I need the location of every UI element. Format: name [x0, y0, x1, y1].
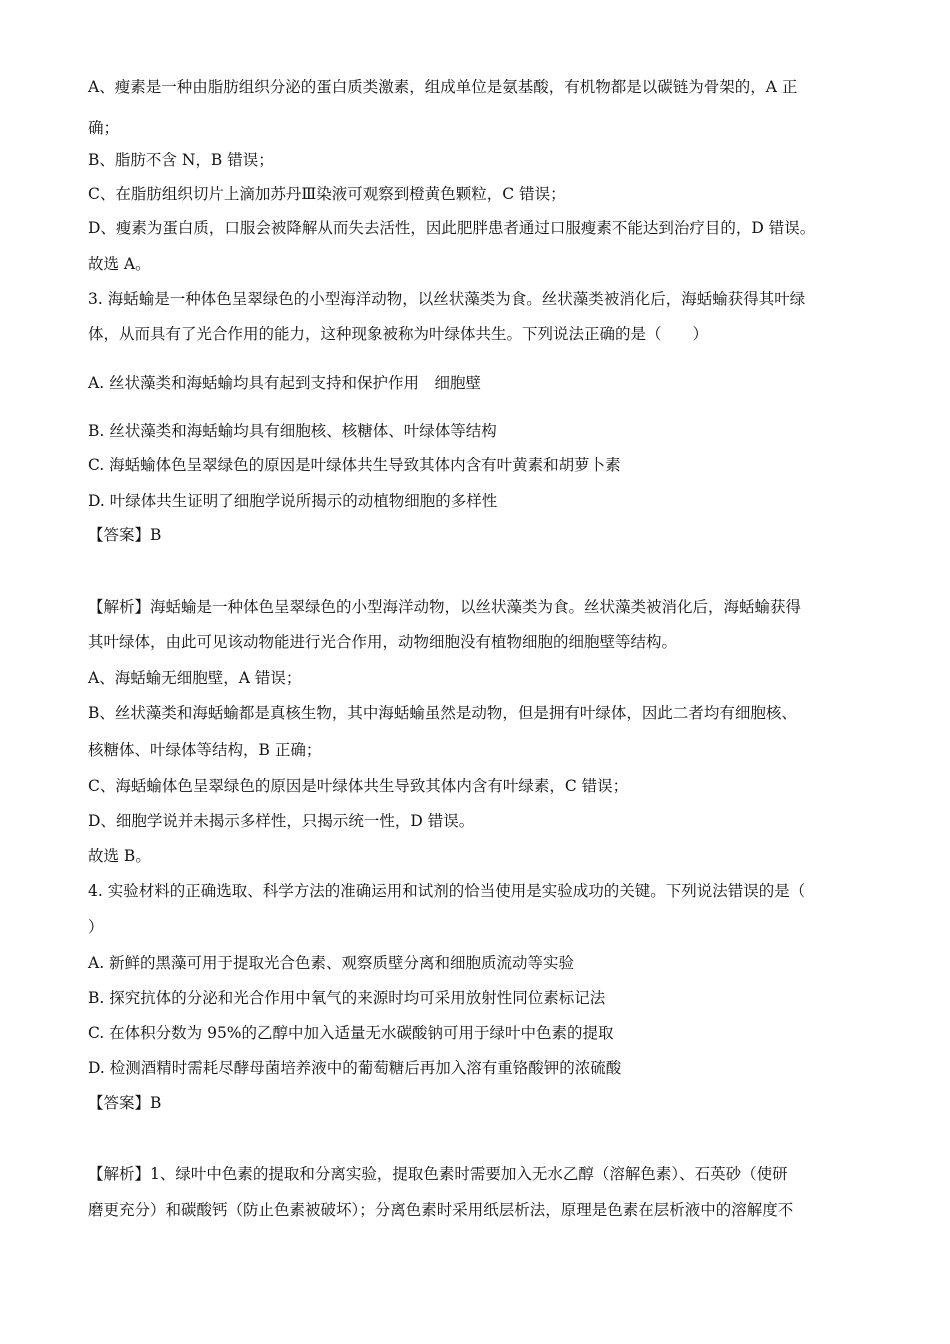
- q3-option-b: B. 丝状藻类和海蛞蝓均具有细胞核、核糖体、叶绿体等结构: [88, 422, 497, 440]
- q4-option-d: D. 检测酒精时需耗尽酵母菌培养液中的葡萄糖后再加入溶有重铬酸钾的浓硫酸: [88, 1059, 622, 1077]
- q4-answer: 【答案】B: [88, 1094, 162, 1112]
- q4-analysis-line1: 【解析】1、绿叶中色素的提取和分离实验，提取色素时需要加入无水乙醇（溶解色素）、石英砂（使研: [88, 1165, 788, 1183]
- q3-option-c: C. 海蛞蝓体色呈翠绿色的原因是叶绿体共生导致其体内含有叶黄素和胡萝卜素: [88, 456, 621, 474]
- q4-option-c: C. 在体积分数为 95%的乙醇中加入适量无水碳酸钠可用于绿叶中色素的提取: [88, 1024, 614, 1042]
- q2-conclusion: 故选 A。: [88, 255, 151, 273]
- q3-analysis-b-line1: B、丝状藻类和海蛞蝓都是真核生物，其中海蛞蝓虽然是动物，但是拥有叶绿体，因此二者均有细胞核、: [88, 704, 797, 722]
- q3-stem-line1: 3. 海蛞蝓是一种体色呈翠绿色的小型海洋动物，以丝状藻类为食。丝状藻类被消化后，海蛞蝓获得其叶绿: [88, 290, 806, 308]
- q3-answer: 【答案】B: [88, 526, 162, 544]
- q2-analysis-c: C、在脂肪组织切片上滴加苏丹Ⅲ染液可观察到橙黄色颗粒，C 错误；: [88, 185, 566, 203]
- q3-analysis-c: C、海蛞蝓体色呈翠绿色的原因是叶绿体共生导致其体内含有叶绿素，C 错误；: [88, 777, 629, 795]
- q4-stem-line1: 4. 实验材料的正确选取、科学方法的准确运用和试剂的恰当使用是实验成功的关键。下列说法错误的是（: [88, 882, 806, 900]
- q3-analysis-line1: 【解析】海蛞蝓是一种体色呈翠绿色的小型海洋动物，以丝状藻类为食。丝状藻类被消化后，海蛞蝓获得: [88, 598, 802, 616]
- q4-analysis-line2: 磨更充分）和碳酸钙（防止色素被破坏）；分离色素时采用纸层析法，原理是色素在层析液中的溶解度不: [88, 1201, 794, 1219]
- q3-conclusion: 故选 B。: [88, 847, 151, 865]
- q2-analysis-d: D、瘦素为蛋白质，口服会被降解从而失去活性，因此肥胖患者通过口服瘦素不能达到治疗目的，D 错误。: [88, 219, 816, 237]
- q3-option-a: A. 丝状藻类和海蛞蝓均具有起到支持和保护作用 细胞壁: [88, 374, 482, 392]
- q3-analysis-line2: 其叶绿体，由此可见该动物能进行光合作用，动物细胞没有植物细胞的细胞壁等结构。: [88, 633, 678, 651]
- q3-analysis-b-line2: 核糖体、叶绿体等结构，B 正确；: [88, 741, 322, 759]
- q3-option-d: D. 叶绿体共生证明了细胞学说所揭示的动植物细胞的多样性: [88, 492, 498, 510]
- q4-stem-line2: ）: [88, 918, 104, 936]
- q3-analysis-a: A、海蛞蝓无细胞壁，A 错误；: [88, 669, 302, 687]
- q2-analysis-b: B、脂肪不含 N，B 错误；: [88, 151, 274, 169]
- q3-analysis-d: D、细胞学说并未揭示多样性，只揭示统一性，D 错误。: [88, 812, 475, 830]
- q2-analysis-a-line2: 确；: [88, 119, 120, 137]
- q4-option-a: A. 新鲜的黑藻可用于提取光合色素、观察质壁分离和细胞质流动等实验: [88, 954, 575, 972]
- q4-option-b: B. 探究抗体的分泌和光合作用中氧气的来源时均可采用放射性同位素标记法: [88, 989, 606, 1007]
- q3-stem-line2: 体，从而具有了光合作用的能力，这种现象被称为叶绿体共生。下列说法正确的是（ ）: [88, 325, 709, 343]
- q2-analysis-a-line1: A、瘦素是一种由脂肪组织分泌的蛋白质类激素，组成单位是氨基酸，有机物都是以碳链为骨架的，A 正: [88, 78, 798, 96]
